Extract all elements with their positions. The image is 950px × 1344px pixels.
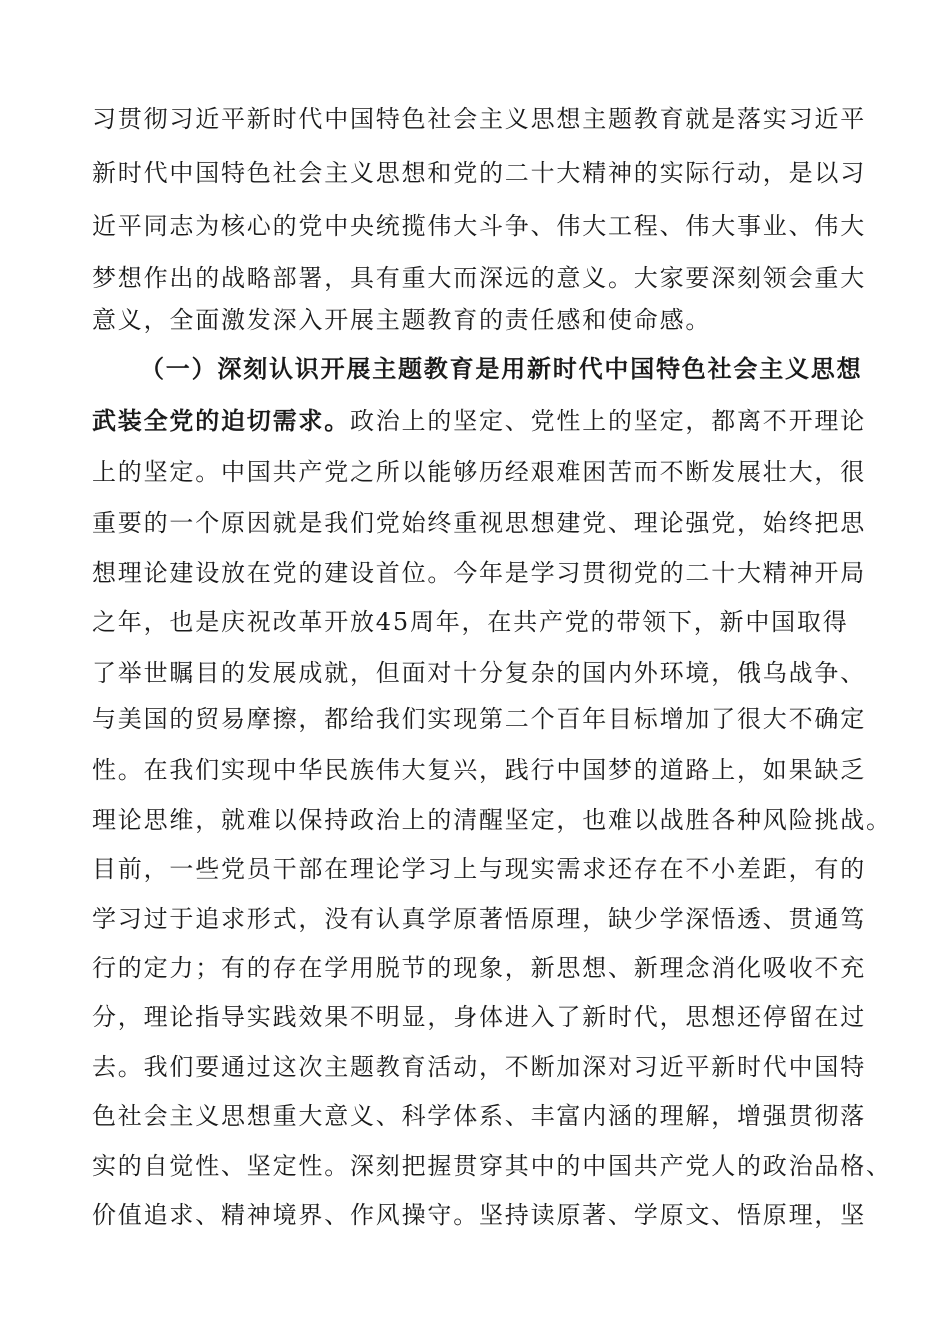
paragraph-line: 之年，也是庆祝改革开放45周年，在共产党的带领下，新中国取得	[92, 608, 849, 636]
paragraph-line: 与美国的贸易摩擦，都给我们实现第二个百年目标增加了很大不确定	[92, 705, 866, 733]
paragraph-line: 习贯彻习近平新时代中国特色社会主义思想主题教育就是落实习近平	[92, 105, 866, 133]
section-heading: （一）深刻认识开展主题教育是用新时代中国特色社会主义思想	[140, 354, 863, 383]
paragraph-line: 想理论建设放在党的建设首位。今年是学习贯彻党的二十大精神开局	[92, 559, 866, 587]
paragraph-line: 分，理论指导实践效果不明显，身体进入了新时代，思想还停留在过	[92, 1003, 866, 1031]
paragraph-line: 近平同志为核心的党中央统揽伟大斗争、伟大工程、伟大事业、伟大	[92, 212, 866, 240]
paragraph-line: 行的定力；有的存在学用脱节的现象，新思想、新理念消化吸收不充	[92, 954, 866, 982]
section-heading-line	[92, 404, 866, 438]
paragraph-line: 上的坚定。中国共产党之所以能够历经艰难困苦而不断发展壮大，很	[92, 458, 866, 486]
paragraph-line: 意义，全面激发深入开展主题教育的责任感和使命感。	[92, 306, 712, 334]
paragraph-line: 重要的一个原因就是我们党始终重视思想建党、理论强党，始终把思	[92, 509, 866, 537]
paragraph-line: 新时代中国特色社会主义思想和党的二十大精神的实际行动，是以习	[92, 159, 866, 187]
paragraph-line: 目前，一些党员干部在理论学习上与现实需求还存在不小差距，有的	[92, 855, 866, 883]
paragraph-line: 实的自觉性、坚定性。深刻把握贯穿其中的中国共产党人的政治品格、	[92, 1152, 892, 1180]
paragraph-line: 色社会主义思想重大意义、科学体系、丰富内涵的理解，增强贯彻落	[92, 1102, 866, 1130]
paragraph-line: 了举世瞩目的发展成就，但面对十分复杂的国内外环境，俄乌战争、	[92, 659, 866, 687]
paragraph-line: 梦想作出的战略部署，具有重大而深远的意义。大家要深刻领会重大	[92, 264, 866, 292]
paragraph-text: 政治上的坚定、党性上的坚定，都离不开理论	[350, 407, 866, 435]
paragraph-line: 去。我们要通过这次主题教育活动，不断加深对习近平新时代中国特	[92, 1053, 866, 1081]
paragraph-line: 性。在我们实现中华民族伟大复兴，践行中国梦的道路上，如果缺乏	[92, 756, 866, 784]
section-heading-continuation: 武装全党的迫切需求。	[92, 406, 350, 435]
paragraph-line: 理论思维，就难以保持政治上的清醒坚定，也难以战胜各种风险挑战。	[92, 806, 892, 834]
paragraph-line: 学习过于追求形式，没有认真学原著悟原理，缺少学深悟透、贯通笃	[92, 905, 866, 933]
paragraph-line: 价值追求、精神境界、作风操守。坚持读原著、学原文、悟原理，坚	[92, 1201, 866, 1229]
